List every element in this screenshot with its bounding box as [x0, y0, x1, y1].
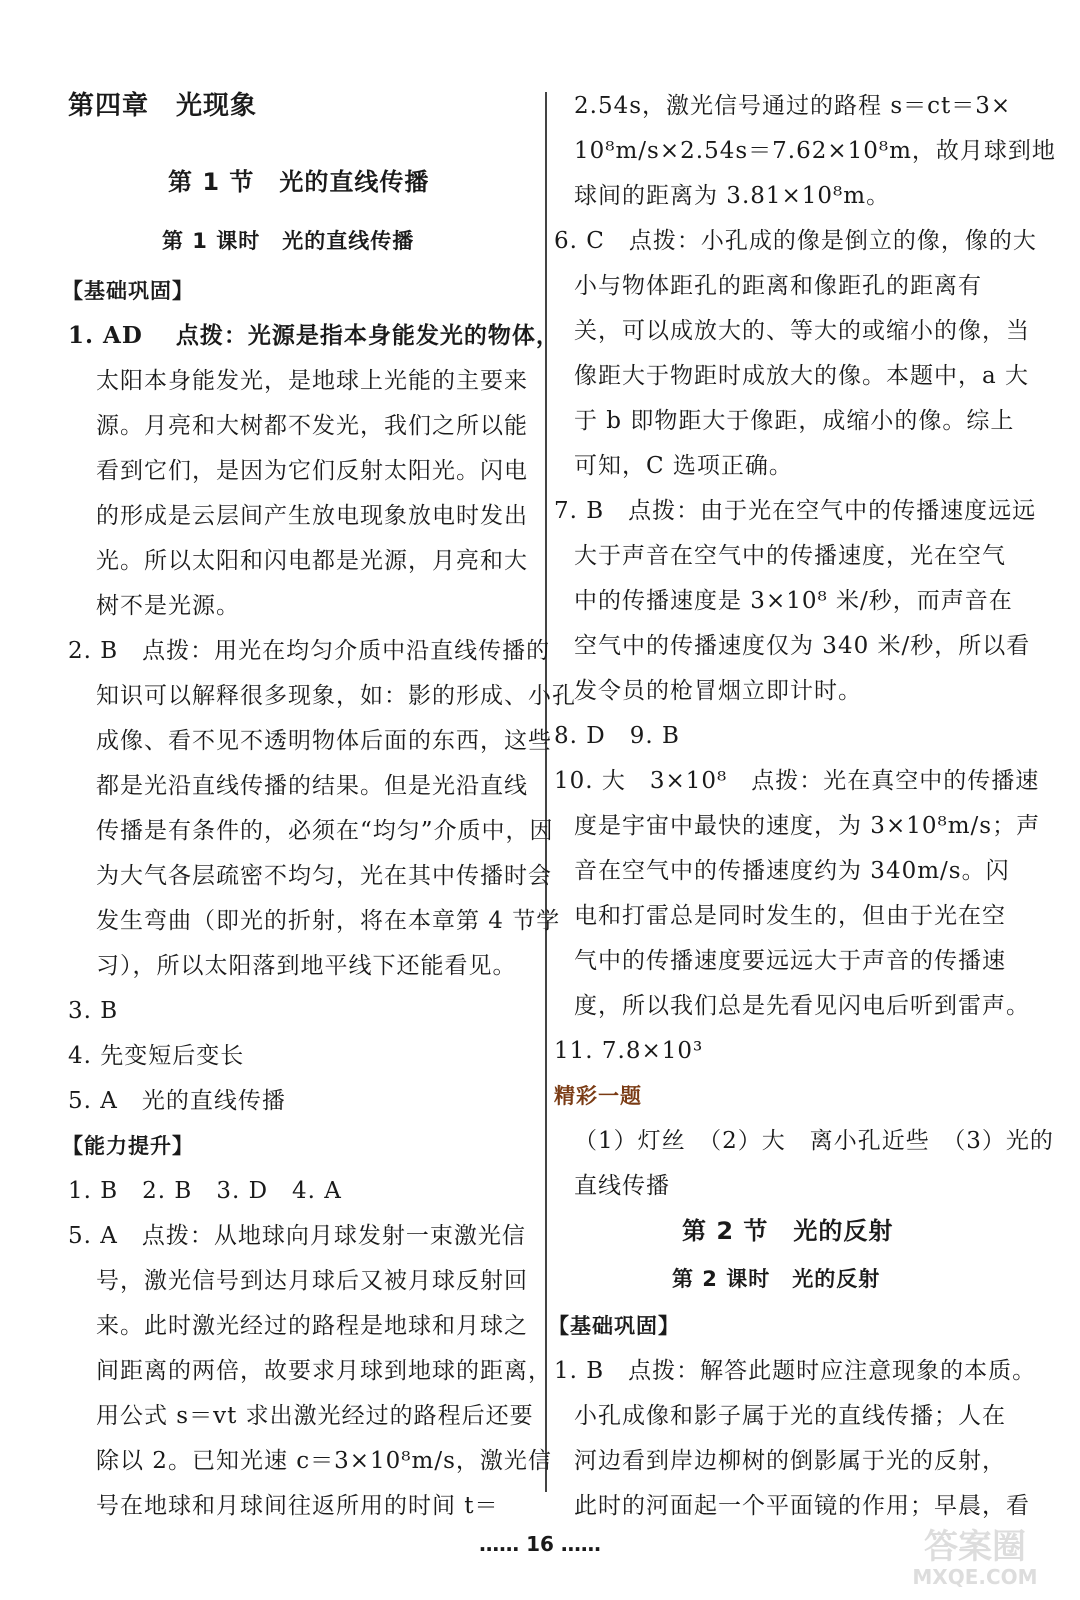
- left-line: 1. B 2. B 3. D 4. A: [68, 1178, 342, 1204]
- left-line: 除以 2。已知光速 c＝3×10⁸m/s，激光信: [96, 1448, 552, 1474]
- watermark-domain: MXQE.COM: [912, 1565, 1038, 1589]
- left-line: 树不是光源。: [96, 593, 240, 619]
- right-line: 10⁸m/s×2.54s＝7.62×10⁸m，故月球到地: [574, 138, 1056, 164]
- right-line: 第 2 节 光的反射: [682, 1217, 894, 1245]
- watermark-text: 答案圈: [924, 1527, 1026, 1567]
- right-line: 直线传播: [574, 1173, 670, 1199]
- left-line: 1. AD 点拨：光源是指本身能发光的物体，: [68, 322, 560, 349]
- left-line: 2. B 点拨：用光在均匀介质中沿直线传播的: [68, 638, 551, 664]
- right-line: 空气中的传播速度仅为 340 米/秒，所以看: [574, 633, 1031, 659]
- right-line: 精彩一题: [554, 1084, 642, 1108]
- left-line: 太阳本身能发光，是地球上光能的主要来: [96, 368, 528, 394]
- left-line: 间距离的两倍，故要求月球到地球的距离，: [96, 1358, 552, 1384]
- right-line: 发令员的枪冒烟立即计时。: [574, 678, 862, 704]
- right-line: 小孔成像和影子属于光的直线传播；人在: [574, 1403, 1006, 1429]
- right-line: 2.54s，激光信号通过的路程 s＝ct＝3×: [574, 93, 1012, 119]
- watermark-logo: [880, 1520, 1070, 1590]
- right-line: 度是宇宙中最快的速度，为 3×10⁸m/s；声: [574, 813, 1041, 839]
- left-line: 知识可以解释很多现象，如：影的形成、小孔: [96, 683, 576, 709]
- left-line: 看到它们，是因为它们反射太阳光。闪电: [96, 458, 528, 484]
- left-line: 5. A 点拨：从地球向月球发射一束激光信: [68, 1223, 526, 1249]
- left-line: 5. A 光的直线传播: [68, 1088, 286, 1114]
- page-number: …… 16 ……: [479, 1532, 601, 1556]
- right-line: 11. 7.8×10³: [554, 1038, 704, 1064]
- right-line: 于 b 即物距大于像距，成缩小的像。综上: [574, 408, 1015, 434]
- left-line: 传播是有条件的，必须在“均匀”介质中，因: [96, 818, 554, 844]
- left-line: 用公式 s＝vt 求出激光经过的路程后还要: [96, 1403, 534, 1429]
- right-line: 此时的河面起一个平面镜的作用；早晨，看: [574, 1493, 1030, 1519]
- right-line: （1）灯丝 （2）大 离小孔近些 （3）光的: [574, 1128, 1054, 1154]
- right-line: 1. B 点拨：解答此题时应注意现象的本质。: [554, 1358, 1037, 1384]
- right-line: 10. 大 3×10⁸ 点拨：光在真空中的传播速: [554, 768, 1040, 794]
- left-line: 第 1 节 光的直线传播: [168, 168, 430, 196]
- left-line: 发生弯曲（即光的折射，将在本章第 4 节学: [96, 908, 561, 934]
- left-line: 源。月亮和大树都不发光，我们之所以能: [96, 413, 528, 439]
- right-line: 7. B 点拨：由于光在空气中的传播速度远远: [554, 498, 1037, 524]
- right-line: 可知，C 选项正确。: [574, 453, 793, 479]
- right-line: 第 2 课时 光的反射: [672, 1267, 881, 1291]
- left-line: 4. 先变短后变长: [68, 1043, 245, 1069]
- right-line: 度，所以我们总是先看见闪电后听到雷声。: [574, 993, 1030, 1019]
- left-line: 号在地球和月球间往返所用的时间 t＝: [96, 1493, 499, 1519]
- left-line: 【基础巩固】: [62, 279, 194, 303]
- left-line: 第 1 课时 光的直线传播: [162, 229, 415, 253]
- left-line: 第四章 光现象: [68, 91, 258, 121]
- left-line: 来。此时激光经过的路程是地球和月球之: [96, 1313, 528, 1339]
- right-line: 关，可以成放大的、等大的或缩小的像，当: [574, 318, 1030, 344]
- left-line: 3. B: [68, 998, 119, 1024]
- right-line: 8. D 9. B: [554, 723, 680, 749]
- left-line: 习），所以太阳落到地平线下还能看见。: [96, 953, 517, 979]
- right-line: 音在空气中的传播速度约为 340m/s。闪: [574, 858, 1010, 884]
- right-line: 河边看到岸边柳树的倒影属于光的反射，: [574, 1448, 1006, 1474]
- right-line: 像距大于物距时成放大的像。本题中，a 大: [574, 363, 1030, 389]
- right-line: 小与物体距孔的距离和像距孔的距离有: [574, 273, 982, 299]
- left-line: 光。所以太阳和闪电都是光源，月亮和大: [96, 548, 528, 574]
- left-line: 【能力提升】: [62, 1134, 194, 1158]
- left-line: 成像、看不见不透明物体后面的东西，这些: [96, 728, 552, 754]
- right-line: 气中的传播速度要远远大于声音的传播速: [574, 948, 1006, 974]
- right-line: 球间的距离为 3.81×10⁸m。: [574, 183, 891, 209]
- right-line: 电和打雷总是同时发生的，但由于光在空: [574, 903, 1006, 929]
- left-line: 号，激光信号到达月球后又被月球反射回: [96, 1268, 528, 1294]
- right-line: 中的传播速度是 3×10⁸ 米/秒，而声音在: [574, 588, 1013, 614]
- right-line: 【基础巩固】: [548, 1314, 680, 1338]
- right-line: 大于声音在空气中的传播速度，光在空气: [574, 543, 1006, 569]
- left-line: 都是光沿直线传播的结果。但是光沿直线: [96, 773, 528, 799]
- column-divider: [545, 92, 547, 1492]
- left-line: 的形成是云层间产生放电现象放电时发出: [96, 503, 528, 529]
- right-line: 6. C 点拨：小孔成的像是倒立的像，像的大: [554, 228, 1037, 254]
- left-line: 为大气各层疏密不均匀，光在其中传播时会: [96, 863, 552, 889]
